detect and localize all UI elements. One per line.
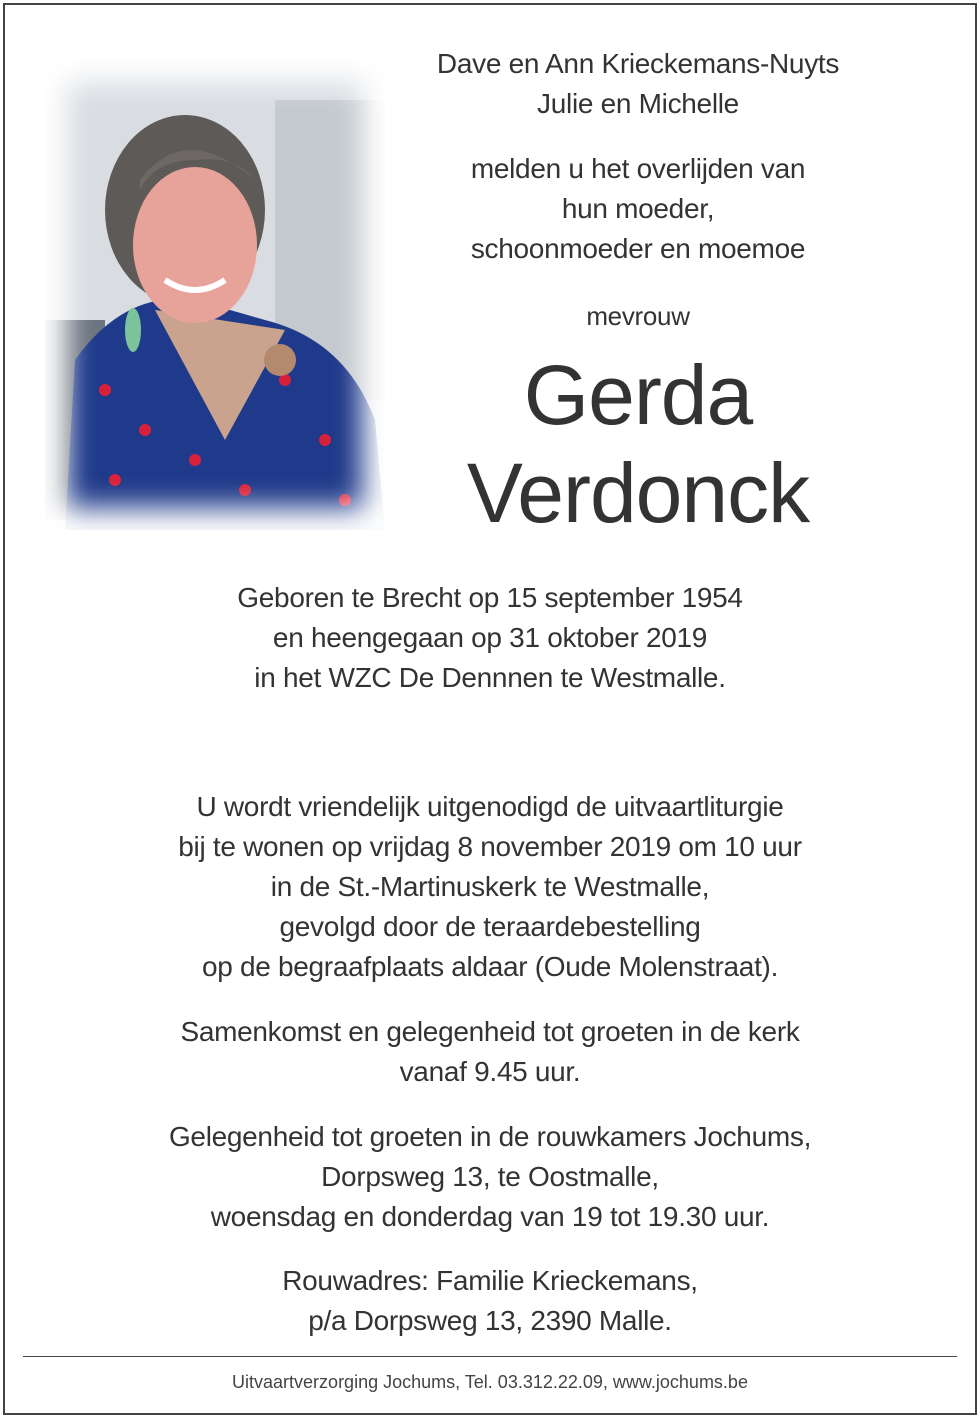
family-line: Dave en Ann Krieckemans-Nuyts — [436, 48, 840, 79]
footer-divider — [23, 1356, 957, 1357]
family-line: Julie en Michelle — [537, 88, 739, 119]
life-line: Geboren te Brecht op 15 september 1954 — [237, 582, 743, 613]
viewing-line: Dorpsweg 13, te Oostmalle, — [321, 1161, 659, 1192]
address-line: p/a Dorpsweg 13, 2390 Malle. — [308, 1305, 672, 1336]
life-dates — [60, 578, 920, 698]
footer-text: Uitvaartverzorging Jochums, Tel. 03.312.22.09, www.jochums.be — [232, 1372, 748, 1392]
funeral-line: in de St.-Martinuskerk te Westmalle, — [270, 871, 710, 902]
gathering-info — [60, 1012, 920, 1092]
family-names — [410, 44, 866, 124]
funeral-line: gevolgd door de teraardebestelling — [279, 911, 701, 942]
viewing-line: Gelegenheid tot groeten in de rouwkamers Jochums, — [168, 1121, 812, 1152]
life-line: in het WZC De Dennnen te Westmalle. — [254, 662, 726, 693]
address-line: Rouwadres: Familie Krieckemans, — [282, 1265, 698, 1296]
funeral-line: op de begraafplaats aldaar (Oude Molenstraat). — [201, 951, 779, 982]
viewing-line: woensdag en donderdag van 19 tot 19.30 uur. — [210, 1201, 770, 1232]
gathering-line: vanaf 9.45 uur. — [399, 1056, 581, 1087]
portrait-photo — [45, 60, 385, 530]
funeral-info — [60, 787, 920, 987]
announcement — [410, 149, 866, 269]
mourning-address — [60, 1261, 920, 1341]
gathering-line: Samenkomst en gelegenheid tot groeten in de kerk — [180, 1016, 800, 1047]
viewing-info — [60, 1117, 920, 1237]
life-line: en heengegaan op 31 oktober 2019 — [272, 622, 708, 653]
last-name: Verdonck — [466, 446, 810, 540]
honorific: mevrouw — [586, 301, 690, 331]
funeral-line: U wordt vriendelijk uitgenodigd de uitvaartliturgie — [196, 791, 784, 822]
announcement-line: schoonmoeder en moemoe — [470, 233, 806, 264]
funeral-line: bij te wonen op vrijdag 8 november 2019 om 10 uur — [178, 831, 802, 862]
announcement-line: melden u het overlijden van — [470, 153, 806, 184]
announcement-line: hun moeder, — [561, 193, 715, 224]
first-name: Gerda — [523, 348, 753, 442]
